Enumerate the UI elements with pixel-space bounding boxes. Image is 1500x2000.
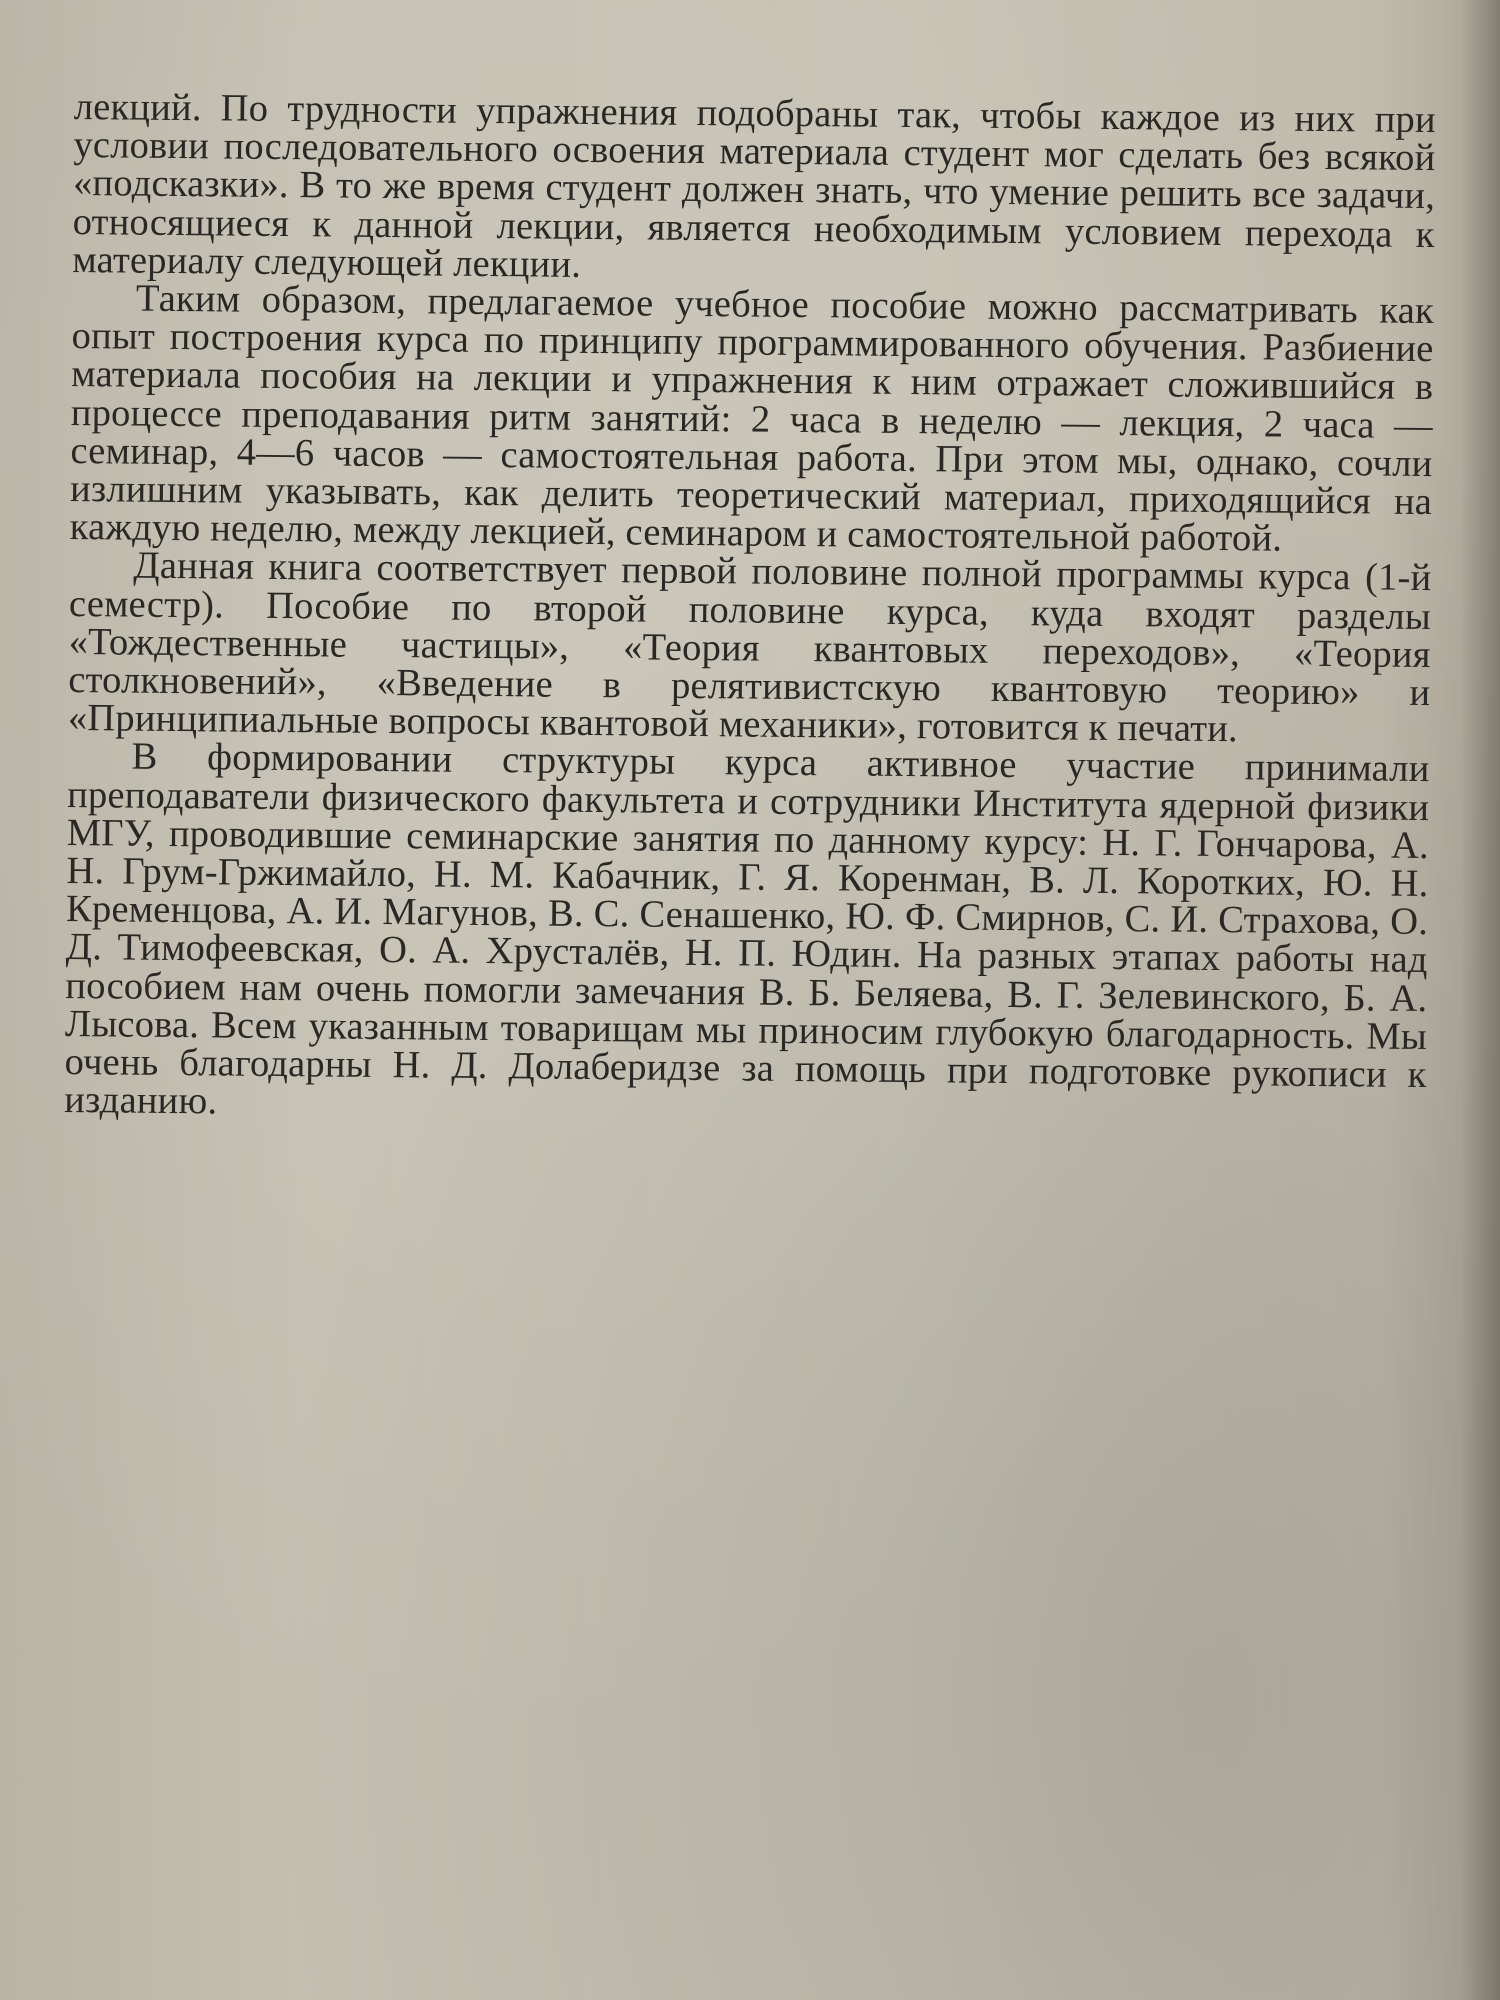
body-text (64, 88, 1436, 1133)
paragraph-2: Таким образом, предлагаемое учебное пособие можно рассматривать как опыт построения курса по принципу программированного обучения. Разбиение материала пособия на лекции и упражнения к ним отражает сложившийся в процессе преподавания ритм занятий: 2 часа в неделю — лекция, 2 часа — семинар, 4—6 часов — самостоятельная работа. При этом мы, однако, сочли излишним указывать, как делить теоретический материал, приходящийся на каждую неделю, между лекцией, семинаром и самостоятельной работой. (69, 277, 1435, 560)
paragraph-3: Данная книга соответствует первой половине полной программы курса (1-й семестр). Пособие по второй половине курса, куда входят разделы «Тождественные частицы», «Теория квантовых переходов», «Теория столкновений», «Введение в релятивистскую квантовую теорию» и «Принципиальные вопросы квантовой механики», готовится к печати. (67, 545, 1432, 751)
paragraph-4: В формировании структуры курса активное участие принимали преподаватели физического факультета и сотрудники Института ядерной физики МГУ, проводившие семинарские занятия по данному курсу: Н. Г. Гончарова, А. Н. Грум-Гржимайло, Н. М. Кабачник, Г. Я. Коренман, В. Л. Коротких, Ю. Н. Кременцова, А. И. Магунов, В. С. Сенашенко, Ю. Ф. Смирнов, С. И. Страхова, О. Д. Тимофеевская, О. А. Хрусталёв, Н. П. Юдин. На разных этапах работы над пособием нам очень помогли замечания В. Б. Беляева, В. Г. Зелевинского, Б. А. Лысова. Всем указанным товарищам мы приносим глубокую благодарность. Мы очень благодарны Н. Д. Долаберидзе за помощь при подготовке рукописи к изданию. (64, 736, 1430, 1123)
page-edge-shadow (1460, 0, 1500, 2000)
paragraph-1: лекций. По трудности упражнения подобраны так, чтобы каждое из них при условии последовательного освоения материала студент мог сделать без всякой «подсказки». В то же время студент должен знать, что умение решить все задачи, относящиеся к данной лекции, является необходимым условием перехода к материалу следующей лекции. (72, 86, 1436, 286)
